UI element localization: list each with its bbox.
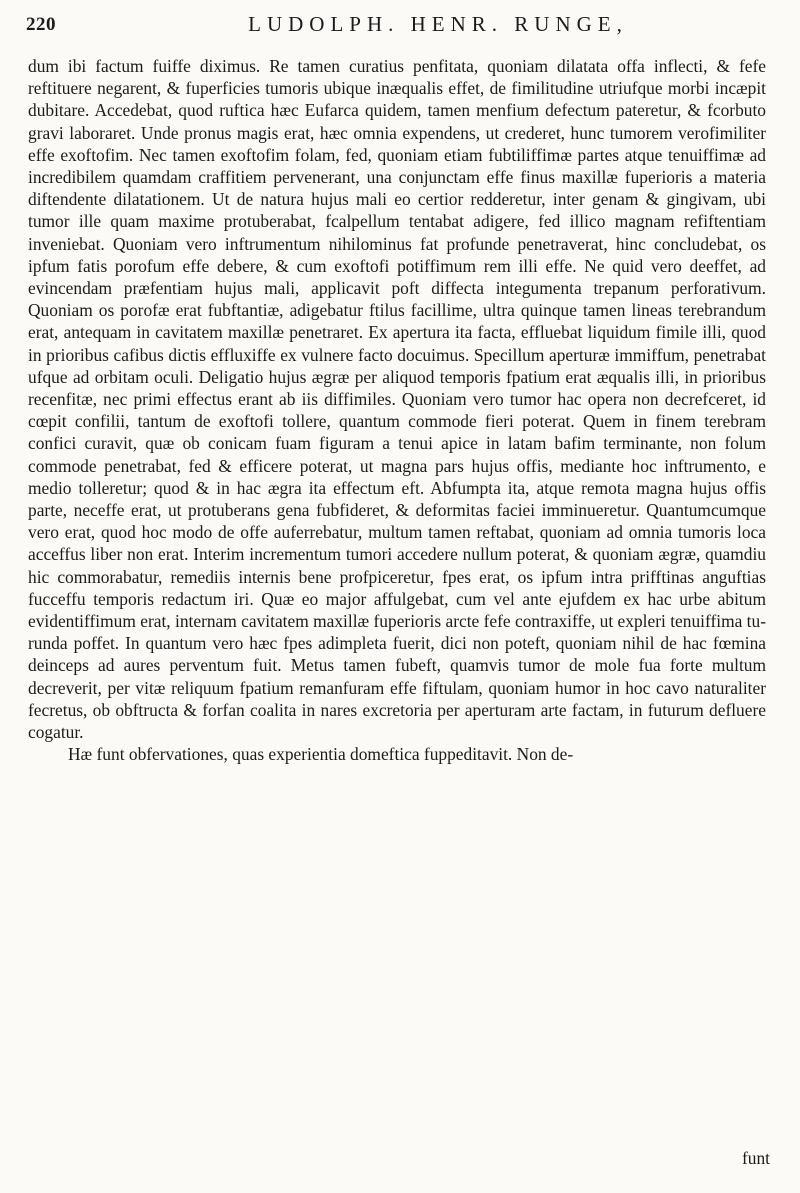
running-head bbox=[26, 12, 770, 42]
body-text bbox=[28, 55, 766, 766]
paragraph: dum ibi factum fuiffe diximus. Re tamen curatius penfitata, quoniam dilatata offa inflecti, & fefe reftituere negarent, & fuperficies tumoris ubique inæqualis effet, de fimilitudine utriufque morbi incæpit dubitare. Accedebat, quod ruftica hæc Eufarca quidem, tamen menfium defectum pateretur, & fcorbuto gravi laboraret. Unde pronus magis erat, hæc omnia expendens, ut crederet, hunc tumorem verofimiliter effe exoftofim. Nec tamen exoftofim folam, fed, quoniam etiam fubtiliffimæ partes atque tenuiffimæ ad incredibilem quamdam craffitiem pervenerant, una conjunctam effe finus maxillæ fuperioris a materia diftendente dilatationem. Ut de natura hujus mali eo certior redderetur, inter genam & gingivam, ubi tumor ille quam maxime protuberabat, fcalpellum tentabat adigere, fed illico magnam refiftentiam inveniebat. Quoniam vero inftrumentum nihilominus fat profunde penetraverat, hinc concludebat, os ipfum fatis porofum effe debere, & cum exoftofi potiffimum rem illi effe. Ne quid vero deeffet, ad evincendam præfentiam hujus mali, applicavit poft diffecta integumenta trepanum perforativum. Quoniam os porofæ erat fubftantiæ, adigebatur ftilus facillime, ultra quinque tamen lineas terebrandum erat, antequam in cavitatem maxillæ penetraret. Ex apertura ita facta, effluebat liquidum fimile illi, quod in prioribus cafibus dictis effluxiffe ex vulnere facto docuimus. Specillum aperturæ immiffum, penetrabat ufque ad orbitam oculi. Deligatio hujus ægræ per aliquod temporis fpatium erat æqualis illi, in prioribus recenfitæ, nec primi effectus erant ab iis diffimiles. Quoniam vero tumor hac opera non decrefceret, id cœpit confilii, tantum de exoftofi tollere, quantum commode fieri poterat. Quem in finem terebram confici curavit, quæ ob conicam fuam figuram a tenui apice in latam bafim terminante, non folum commode penetrabat, fed & efficere poterat, ut magna pars hujus offis, mediante hoc inftrumento, e medio tolleretur; quod & in hac ægra ita effectum eft. Abfumpta ita, atque remota magna hujus offis parte, neceffe erat, ut protuberans gena fubfideret, & deformitas faciei imminueretur. Quantumcumque vero erat, quod hoc modo de offe auferrebatur, multum tamen reftabat, quoniam ad omnia tumoris loca acceffus liber non erat. Interim incrementum tumori accedere nullum poterat, & quoniam ægræ, quamdiu hic commorabatur, remediis internis bene profpiceretur, fpes erat, os ipfum intra prifftinas anguftias fucceffu temporis redactum iri. Quæ eo major affulgebat, cum vel ante ejufdem ex hac urbe abitum evidentiffimum erat, internam cavitatem maxillæ fuperioris arcte fefe contraxiffe, ut expleri tenuiffima tu-runda poffet. In quantum vero hæc fpes adimpleta fuerit, dici non poteft, quoniam nihil de hac fœmina deinceps ad aures perventum fuit. Metus tamen fubeft, quamvis tumor de mole fua forte multum decreverit, per vitæ reliquum fpatium remanfuram effe fiftulam, quoniam humor in hoc cavo naturaliter fecretus, ob obftructa & forfan coalita in nares excretoria per aperturam arte factam, in futurum defluere cogatur. bbox=[28, 56, 766, 743]
page-number: 220 bbox=[26, 14, 56, 35]
catchword: funt bbox=[741, 1148, 770, 1168]
running-title: LUDOLPH. HENR. RUNGE, bbox=[248, 12, 628, 36]
paragraph: Hæ funt obfervationes, quas experientia domeftica fuppeditavit. Non de- bbox=[68, 744, 574, 765]
